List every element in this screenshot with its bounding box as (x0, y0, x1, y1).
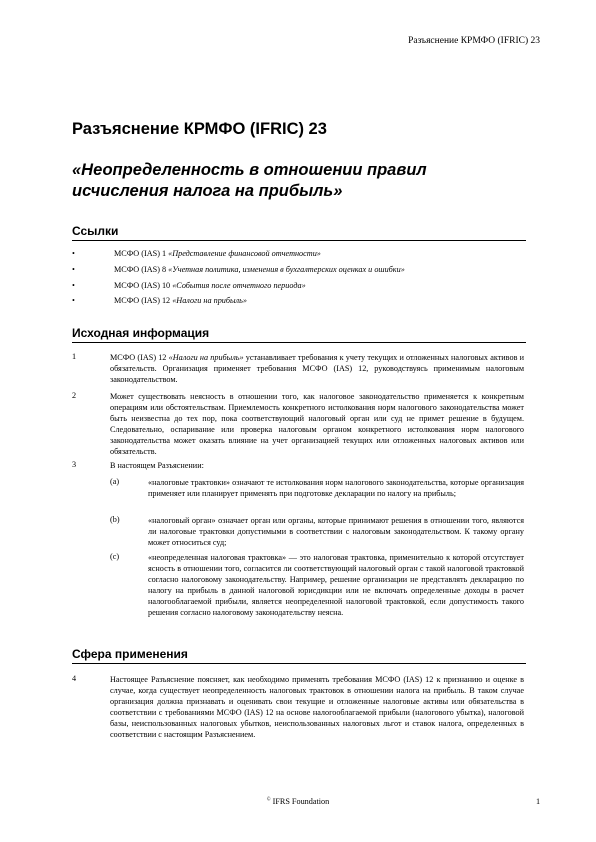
reference-title: «Налоги на прибыль» (172, 296, 247, 305)
subitem-text: «налоговый орган» означает орган или органы, которые принимают решения в отношении того, являются ли налоговые трактовки допустимыми в соответствии с налоговым законодательством. К такому органу может относиться суд; (148, 516, 524, 547)
page-footer (0, 797, 596, 806)
paragraph-1-rest: устанавливает требования к учету текущих и отложенных налоговых активов и обязательств. Организация применяет требования МСФО (IAS) 12, руководствуясь применимым налоговым законодательством. (110, 353, 524, 384)
reference-text (114, 249, 321, 258)
section-heading-scope: Сфера применения (72, 647, 526, 664)
paragraph-1-prefix: МСФО (IAS) 12 (110, 353, 169, 362)
paragraph-1 (110, 352, 524, 385)
running-header: Разъяснение КРМФО (IFRIC) 23 (408, 36, 540, 46)
reference-standard: МСФО (IAS) 1 (114, 249, 169, 258)
copyright-symbol: © (266, 797, 271, 803)
subitem-label: (b) (110, 515, 120, 524)
reference-title: «Учетная политика, изменения в бухгалтерских оценках и ошибки» (168, 265, 405, 274)
subitem-label: (c) (110, 552, 120, 561)
paragraph-2: Может существовать неясность в отношении того, как налоговое законодательство применяется к конкретным операциям или обстоятельствам. Приемлемость конкретного истолкования норм налогового законодательства может быть неизвестна до тех пор, пока соответствующий налоговый орган или суд не примет решение в будущем. Следовательно, оспаривание или проверка налоговым органом конкретного истолкования норм налогового законодательства может оказать влияние на учет организацией текущих или отложенных налоговых активов или обязательств. (110, 392, 524, 456)
reference-item (72, 249, 526, 260)
document-title: Разъяснение КРМФО (IFRIC) 23 (72, 120, 327, 138)
subitem-text: «налоговые трактовки» означают те истолкования норм налогового законодательства, которые организация применяет или планирует применять при подготовке декларации по налогу на прибыль; (148, 478, 524, 498)
reference-standard: МСФО (IAS) 12 (114, 296, 173, 305)
reference-item (72, 281, 526, 292)
section-heading-references: Ссылки (72, 224, 526, 241)
bullet: • (72, 265, 75, 274)
reference-item (72, 265, 526, 276)
paragraph-number: 3 (72, 460, 77, 469)
subitem-label: (a) (110, 477, 120, 486)
document-subtitle (72, 160, 532, 202)
paragraph-1-italic: «Налоги на прибыль» (168, 353, 244, 362)
bullet: • (72, 249, 75, 258)
reference-standard: МСФО (IAS) 10 (114, 281, 173, 290)
reference-text (114, 265, 405, 274)
reference-text (114, 281, 306, 290)
bullet: • (72, 296, 75, 305)
reference-standard: МСФО (IAS) 8 (114, 265, 169, 274)
paragraph-number: 4 (72, 674, 77, 683)
subtitle-line-2: исчисления налога на прибыль» (72, 182, 343, 200)
reference-text (114, 296, 247, 305)
subitem-text: «неопределенная налоговая трактовка» — это налоговая трактовка, применительно к которой отсутствует ясность в отношении того, согласится ли соответствующий налоговый орган с такой налоговой трактовкой согласно налоговому законодательству. Например, решение организации не представлять декларацию по налогу на прибыль в данной налоговой юрисдикции или не включать определенные доходы в расчет налогооблагаемой прибыли, является неопределенной налоговой трактовкой, если допустимость такого решения согласно налоговому законодательству неясна. (148, 553, 524, 617)
reference-item (72, 296, 526, 307)
subtitle-line-1: «Неопределенность в отношении правил (72, 161, 427, 179)
paragraph-3-intro: В настоящем Разъяснении: (110, 461, 204, 470)
paragraph-number: 2 (72, 391, 77, 400)
paragraph-4: Настоящее Разъяснение поясняет, как необходимо применять требования МСФО (IAS) 12 к признанию и оценке в случае, когда существует неопределенность налоговых трактовок в отношении налога на прибыль. В таком случае организация должна признавать и оценивать свои текущие и отложенные налоговые активы или обязательства в соответствии с требованиями МСФО (IAS) 12 на основе налогооблагаемой прибыли (налогового убытка), налоговой базы, неиспользованных налоговых убытков, неиспользованных налоговых льгот и ставок налога, определенных в соответствии с настоящим Разъяснением. (110, 675, 524, 739)
bullet: • (72, 281, 75, 290)
paragraph-number: 1 (72, 352, 77, 361)
reference-title: «Представление финансовой отчетности» (168, 249, 321, 258)
reference-title: «События после отчетного периода» (172, 281, 306, 290)
page-number: 1 (536, 797, 541, 806)
footer-org: IFRS Foundation (272, 797, 330, 806)
section-heading-background: Исходная информация (72, 326, 526, 343)
